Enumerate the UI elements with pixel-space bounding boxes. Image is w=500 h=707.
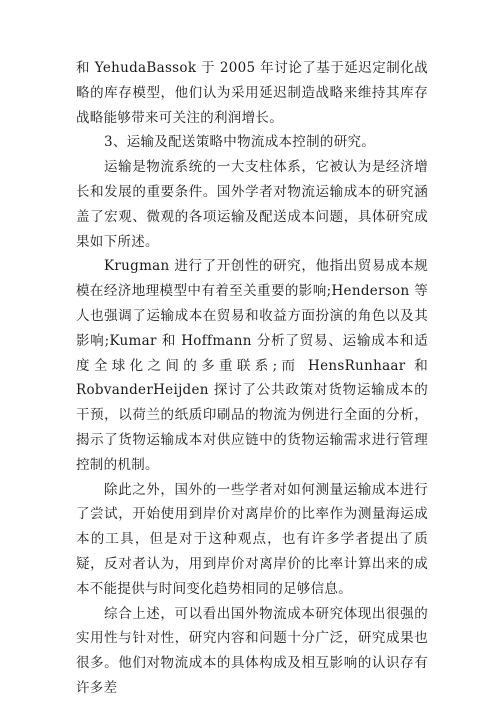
paragraph: Krugman 进行了开创性的研究，他指出贸易成本规模在经济地理模型中有着至关重要的影响;Henderson 等人也强调了运输成本在贸易和收益方面扮演的角色以及其影响;Kumar 和 Hoffmann 分析了贸易、运输成本和适度全球化之间的多重联系;而 HensRunhaar 和 RobvanderHeijden 探讨了公共政策对货物运输成本的干预，以荷兰的纸质印刷品的物流为例进行全面的分析，揭示了货物运输成本对供应链中的货物运输需求进行管理控制的机制。 <box>76 258 428 473</box>
document-body <box>76 56 428 701</box>
paragraph: 运输是物流系统的一大支柱体系，它被认为是经济增长和发展的重要条件。国外学者对物流运输成本的研究涵盖了宏观、微观的各项运输及配送成本问题，具体研究成果如下所述。 <box>76 159 428 250</box>
paragraph: 综合上述，可以看出国外物流成本研究体现出很强的实用性与针对性，研究内容和问题十分广泛，研究成果也很多。他们对物流成本的具体构成及相互影响的认识存有许多差 <box>76 605 428 696</box>
paragraph: 除此之外，国外的一些学者对如何测量运输成本进行了尝试，开始使用到岸价对离岸价的比率作为测量海运成本的工具，但是对于这种观点，也有许多学者提出了质疑，反对者认为，用到岸价对离岸价的比率计算出来的成本不能提供与时间变化趋势相同的足够信息。 <box>76 481 428 597</box>
paragraph-continuation: 和 YehudaBassok 于 2005 年讨论了基于延迟定制化战略的库存模型，他们认为采用延迟制造战略来维持其库存战略能够带来可关注的利润增长。 <box>76 60 428 126</box>
section-heading: 3、运输及配送策略中物流成本控制的研究。 <box>104 134 376 151</box>
